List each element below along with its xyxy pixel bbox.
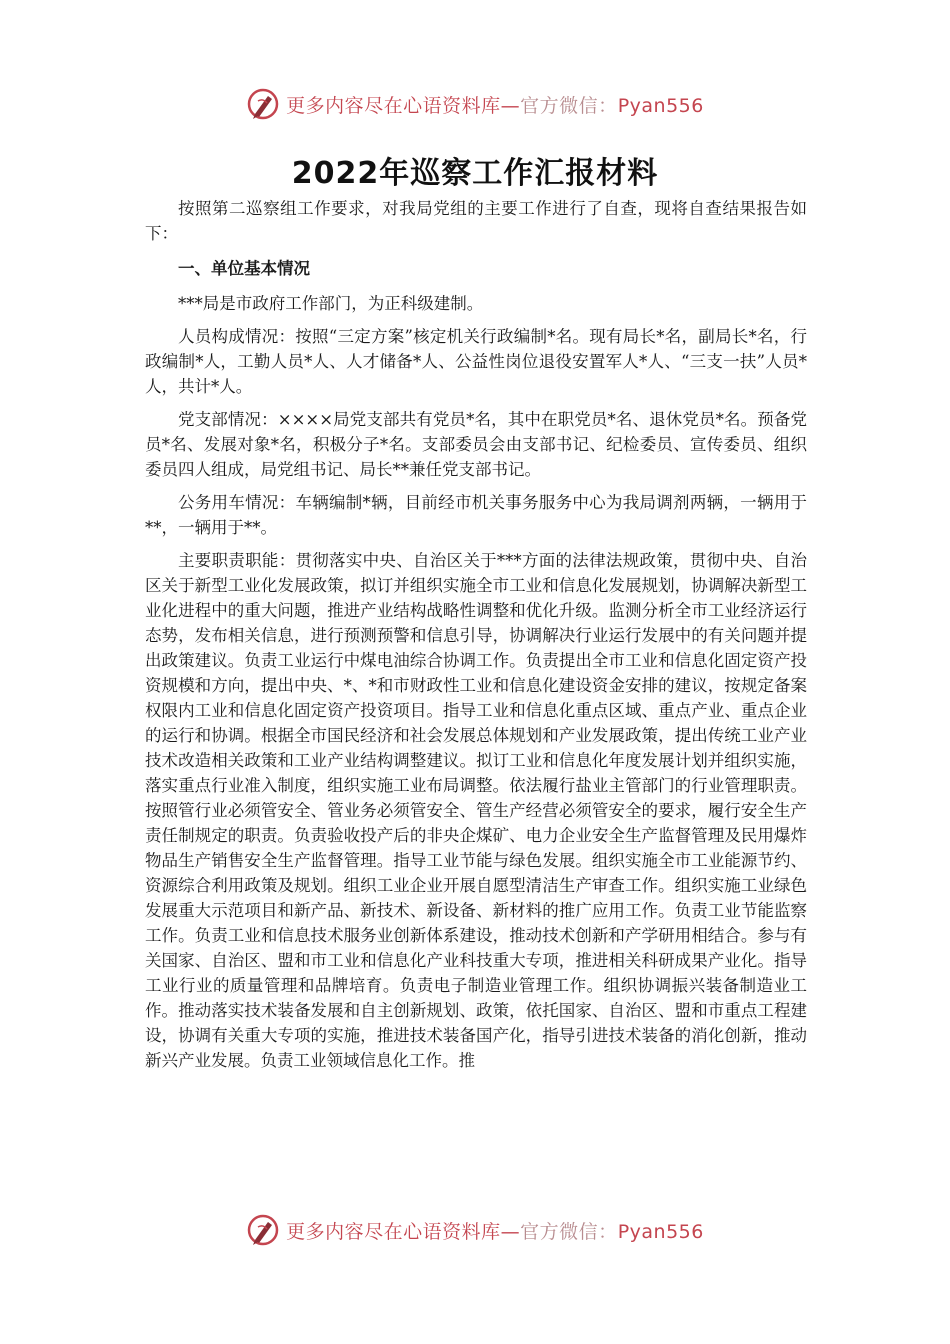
intro-paragraph: 按照第二巡察组工作要求，对我局党组的主要工作进行了自查，现将自查结果报告如下：: [145, 199, 807, 243]
section-heading: 一、单位基本情况: [178, 259, 310, 278]
paragraph-main-duties: 主要职责职能：贯彻落实中央、自治区关于***方面的法律法规政策，贯彻中央、自治区关于新型工业化发展政策，拟订并组织实施全市工业和信息化发展规划，协调解决新型工业化进程中的重大问题，推进产业结构战略性调整和优化升级。监测分析全市工业经济运行态势，发布相关信息，进行预测预警和信息引导，协调解决行业运行发展中的有关问题并提出政策建议。负责工业运行中煤电油综合协调工作。负责提出全市工业和信息化固定资产投资规模和方向，提出中央、*、*和市财政性工业和信息化建设资金安排的建议，按规定备案权限内工业和信息化固定资产投资项目。指导工业和信息化重点区域、重点产业、重点企业的运行和协调。根据全市国民经济和社会发展总体规划和产业发展政策，提出传统工业产业技术改造相关政策和工业产业结构调整建议。拟订工业和信息化年度发展计划并组织实施，落实重点行业准入制度，组织实施工业布局调整。依法履行盐业主管部门的行业管理职责。按照管行业必须管安全、管业务必须管安全、管生产经营必须管安全的要求，履行安全生产责任制规定的职责。负责验收投产后的非央企煤矿、电力企业安全生产监督管理及民用爆炸物品生产销售安全生产监督管理。指导工业节能与绿色发展。组织实施全市工业能源节约、资源综合利用政策及规划。组织工业企业开展自愿型清洁生产审查工作。组织实施工业绿色发展重大示范项目和新产品、新技术、新设备、新材料的推广应用工作。负责工业节能监察工作。负责工业和信息技术服务业创新体系建设，推动技术创新和产学研用相结合。参与有关国家、自治区、盟和市工业和信息化产业科技重大专项，推进相关科研成果产业化。指导工业行业的质量管理和品牌培育。负责电子制造业管理工作。组织协调振兴装备制造业工作。推动落实技术装备发展和自主创新规划、政策，依托国家、自治区、盟和市重点工程建设，协调有关重大专项的实施，推进技术装备国产化，指导引进技术装备的消化创新，推动新兴产业发展。负责工业领域信息化工作。推: [145, 551, 807, 1070]
watermark-banner-bottom: [0, 1212, 950, 1248]
banner-text: [286, 91, 704, 118]
banner-main-text: 更多内容尽在心语资料库: [286, 94, 501, 117]
document-body: [145, 196, 807, 1081]
banner-separator: —: [500, 1220, 521, 1243]
paragraph-unit-level: ***局是市政府工作部门，为正科级建制。: [178, 294, 484, 313]
paragraph-official-vehicles: 公务用车情况：车辆编制*辆，目前经市机关事务服务中心为我局调剂两辆，一辆用于**，一辆用于**。: [145, 493, 807, 537]
banner-wechat-id: Pyan556: [617, 1220, 704, 1243]
banner-wechat-label: 官方微信：: [520, 94, 618, 117]
banner-wechat-id: Pyan556: [617, 94, 704, 117]
document-title: 2022年巡察工作汇报材料: [291, 156, 659, 191]
banner-main-text: 更多内容尽在心语资料库: [286, 1220, 501, 1243]
pen-logo-icon: [246, 1213, 280, 1247]
paragraph-party-branch: 党支部情况：××××局党支部共有党员*名，其中在职党员*名、退休党员*名。预备党员*名、发展对象*名，积极分子*名。支部委员会由支部书记、纪检委员、宣传委员、组织委员四人组成，局党组书记、局长**兼任党支部书记。: [145, 410, 807, 479]
banner-text: [286, 1217, 704, 1244]
paragraph-staffing: 人员构成情况：按照“三定方案”核定机关行政编制*名。现有局长*名，副局长*名，行政编制*人，工勤人员*人、人才储备*人、公益性岗位退役安置军人*人、“三支一扶”人员*人，共计*人。: [145, 327, 807, 396]
watermark-banner-top: [0, 86, 950, 122]
pen-logo-icon: [246, 87, 280, 121]
banner-separator: —: [500, 94, 521, 117]
banner-wechat-label: 官方微信：: [520, 1220, 618, 1243]
